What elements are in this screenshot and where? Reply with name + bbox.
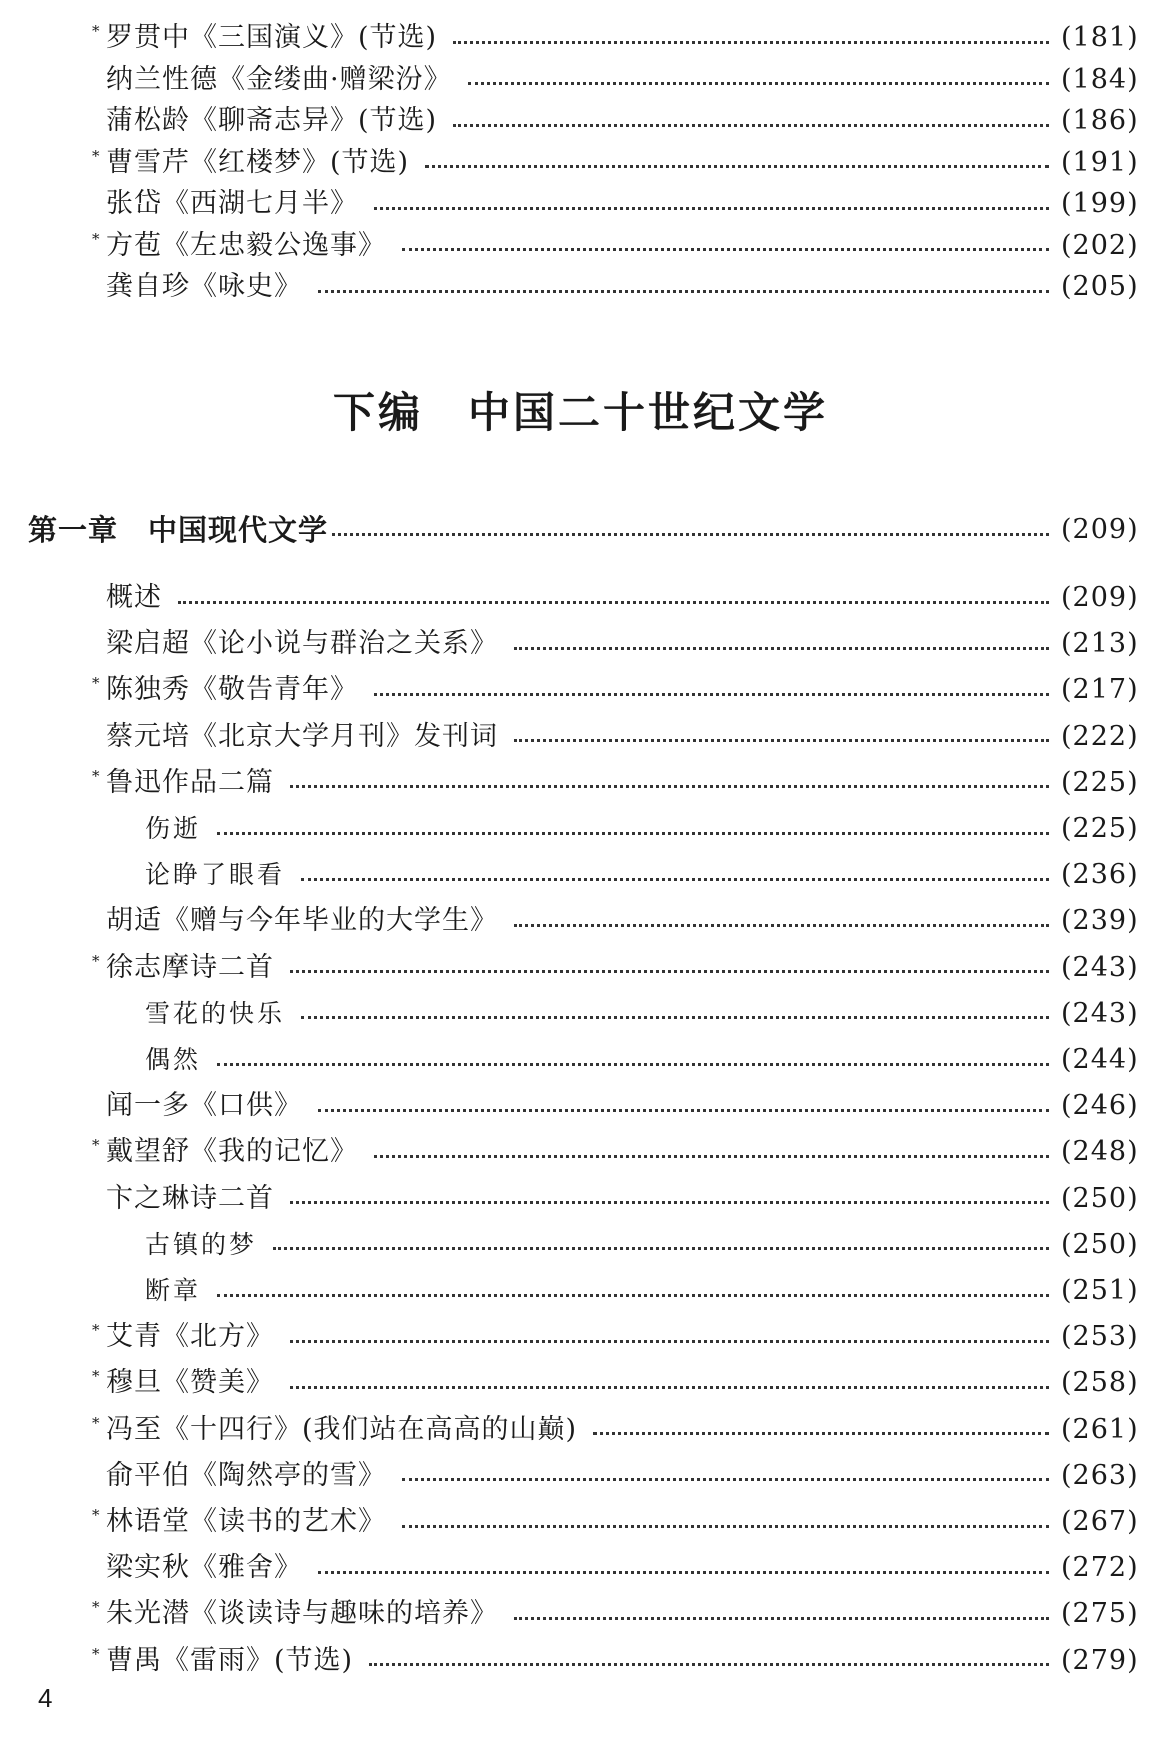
required-reading-mark: * (92, 1136, 100, 1155)
dot-leader (290, 1340, 1049, 1343)
toc-entry-title: 纳兰性德《金缕曲·赠梁汾》 (106, 63, 452, 95)
dot-leader (217, 832, 1049, 835)
dot-leader (217, 1063, 1049, 1066)
toc-entry (0, 1548, 1161, 1588)
toc-entry (0, 717, 1161, 757)
toc-entry-title: 朱光潜《谈读诗与趣味的培养》 (106, 1598, 498, 1630)
toc-entry-page: (191) (1061, 146, 1139, 178)
toc-entry-title: 龚自珍《咏史》 (106, 271, 302, 302)
toc-entry (0, 1317, 1161, 1357)
toc-entry (0, 809, 1161, 849)
toc-entry-page: (199) (1061, 188, 1139, 219)
dot-leader (273, 1247, 1049, 1250)
toc-entry-title: 鲁迅作品二篇 (106, 766, 274, 798)
toc-entry-page: (222) (1061, 720, 1139, 752)
dot-leader (290, 970, 1049, 973)
required-reading-mark: * (92, 1413, 100, 1432)
toc-entry (0, 1363, 1161, 1403)
toc-entry-page: (261) (1061, 1413, 1139, 1445)
toc-entry (0, 901, 1161, 941)
toc-entry-page: (267) (1061, 1506, 1139, 1537)
toc-entry-page: (272) (1061, 1552, 1139, 1584)
toc-entry-title: 冯至《十四行》(我们站在高高的山巅) (106, 1413, 578, 1445)
toc-entry-title: 戴望舒《我的记忆》 (106, 1136, 358, 1168)
toc-entry-page: (244) (1061, 1044, 1139, 1075)
toc-entry-title: 方苞《左忠毅公逸事》 (106, 229, 386, 261)
required-reading-mark: * (92, 146, 100, 165)
toc-entry-page: (243) (1061, 951, 1139, 983)
dot-leader (402, 248, 1049, 251)
dot-leader (301, 1016, 1049, 1019)
toc-entry (0, 670, 1161, 710)
toc-entry-title: 穆旦《赞美》 (106, 1367, 274, 1399)
toc-entry-page: (209) (1061, 582, 1139, 613)
dot-leader (593, 1432, 1049, 1435)
toc-entry-title: 林语堂《读书的艺术》 (106, 1506, 386, 1537)
toc-entry-title: 卞之琳诗二首 (106, 1182, 274, 1214)
required-reading-mark: * (92, 951, 100, 970)
toc-entry (0, 267, 1161, 307)
dot-leader (374, 207, 1049, 210)
toc-entry-page: (258) (1061, 1367, 1139, 1399)
dot-leader (453, 124, 1049, 127)
toc-entry-title: 曹禺《雷雨》(节选) (106, 1644, 354, 1676)
toc-entry-page: (250) (1061, 1228, 1139, 1260)
toc-entry (0, 1456, 1161, 1496)
toc-entry-page: (243) (1061, 997, 1139, 1029)
toc-entry (0, 1410, 1161, 1450)
toc-entry-title: 俞平伯《陶然亭的雪》 (106, 1459, 386, 1491)
toc-entry (0, 1086, 1161, 1126)
toc-entry-title: 蔡元培《北京大学月刊》发刊词 (106, 720, 498, 752)
dot-leader (318, 1571, 1049, 1574)
toc-entry-page: (181) (1061, 22, 1139, 53)
toc-entry (0, 763, 1161, 803)
toc-entry (0, 60, 1161, 100)
toc-entry-title: 罗贯中《三国演义》(节选) (106, 22, 438, 53)
toc-entry (0, 18, 1161, 58)
toc-entry (0, 1271, 1161, 1311)
toc-entry-title: 梁实秋《雅舍》 (106, 1552, 302, 1584)
toc-entry (0, 1040, 1161, 1080)
dot-leader (514, 924, 1049, 927)
chapter-title: 第一章 中国现代文学 (28, 513, 329, 547)
toc-entry (0, 1225, 1161, 1265)
toc-entry-title: 闻一多《口供》 (106, 1090, 302, 1122)
page-number: 4 (38, 1683, 53, 1713)
dot-leader (290, 1201, 1049, 1204)
dot-leader (453, 41, 1049, 44)
dot-leader (514, 647, 1049, 650)
dot-leader (217, 1294, 1049, 1297)
toc-entry (0, 101, 1161, 141)
required-reading-mark: * (92, 766, 100, 785)
dot-leader (332, 533, 1049, 536)
toc-entry-title: 徐志摩诗二首 (106, 951, 274, 983)
toc-entry (0, 855, 1161, 895)
toc-entry-page: (186) (1061, 105, 1139, 136)
toc-entry-title: 偶然 (145, 1045, 202, 1074)
toc-entry-title: 陈独秀《敬告青年》 (106, 674, 358, 706)
dot-leader (425, 165, 1049, 168)
toc-entry (0, 1641, 1161, 1681)
required-reading-mark: * (92, 229, 100, 248)
toc-entry-title: 古镇的梦 (145, 1229, 258, 1259)
toc-entry-title: 张岱《西湖七月半》 (106, 188, 358, 219)
required-reading-mark: * (92, 1598, 100, 1617)
toc-entry-title: 艾青《北方》 (106, 1321, 274, 1353)
dot-leader (301, 878, 1049, 881)
toc-entry-title: 断章 (145, 1276, 202, 1305)
toc-entry (0, 1179, 1161, 1219)
toc-entry-page: (239) (1061, 905, 1139, 937)
toc-entry-title: 雪花的快乐 (145, 998, 286, 1028)
dot-leader (514, 739, 1049, 742)
dot-leader (374, 1155, 1049, 1158)
dot-leader (374, 693, 1049, 696)
chapter-heading-row (0, 510, 1161, 550)
toc-entry (0, 578, 1161, 618)
toc-entry-page: (202) (1061, 229, 1139, 261)
toc-entry-page: (213) (1061, 628, 1139, 660)
toc-entry-title: 梁启超《论小说与群治之关系》 (106, 628, 498, 660)
dot-leader (318, 1109, 1049, 1112)
dot-leader (318, 290, 1049, 293)
toc-entry-title: 曹雪芹《红楼梦》(节选) (106, 146, 410, 178)
toc-entry-page: (205) (1061, 271, 1139, 302)
dot-leader (290, 785, 1049, 788)
toc-entry-page: (279) (1061, 1644, 1139, 1676)
toc-entry (0, 184, 1161, 224)
toc-entry-page: (248) (1061, 1136, 1139, 1168)
toc-entry-title: 伤逝 (145, 814, 202, 843)
part-heading: 下编 中国二十世纪文学 (332, 388, 828, 437)
toc-entry (0, 948, 1161, 988)
toc-entry (0, 624, 1161, 664)
toc-entry (0, 143, 1161, 183)
dot-leader (290, 1386, 1049, 1389)
required-reading-mark: * (92, 674, 100, 693)
toc-entry-title: 论睁了眼看 (145, 860, 286, 890)
required-reading-mark: * (92, 1506, 100, 1524)
toc-entry (0, 994, 1161, 1034)
required-reading-mark: * (92, 1321, 100, 1340)
toc-entry-title: 蒲松龄《聊斋志异》(节选) (106, 105, 438, 136)
dot-leader (369, 1663, 1049, 1666)
toc-entry (0, 1502, 1161, 1542)
toc-entry (0, 226, 1161, 266)
required-reading-mark: * (92, 1367, 100, 1386)
toc-entry-page: (236) (1061, 859, 1139, 891)
toc-entry-page: (275) (1061, 1598, 1139, 1630)
toc-entry (0, 1594, 1161, 1634)
toc-entry-page: (246) (1061, 1090, 1139, 1122)
required-reading-mark: * (92, 22, 100, 40)
dot-leader (402, 1525, 1049, 1528)
dot-leader (514, 1617, 1049, 1620)
required-reading-mark: * (92, 1644, 100, 1663)
toc-entry-page: (253) (1061, 1321, 1139, 1353)
toc-entry-page: (225) (1061, 766, 1139, 798)
toc-entry-page: (250) (1061, 1182, 1139, 1214)
dot-leader (178, 601, 1049, 604)
toc-entry-page: (251) (1061, 1275, 1139, 1306)
toc-entry-title: 概述 (106, 582, 162, 613)
toc-entry-page: (263) (1061, 1459, 1139, 1491)
dot-leader (468, 82, 1049, 85)
dot-leader (402, 1478, 1049, 1481)
toc-entry-title: 胡适《赠与今年毕业的大学生》 (106, 905, 498, 937)
toc-entry (0, 1132, 1161, 1172)
toc-entry-page: (184) (1061, 63, 1139, 95)
toc-entry-page: (225) (1061, 813, 1139, 844)
toc-entry-page: (209) (1061, 514, 1139, 545)
toc-entry-page: (217) (1061, 674, 1139, 706)
